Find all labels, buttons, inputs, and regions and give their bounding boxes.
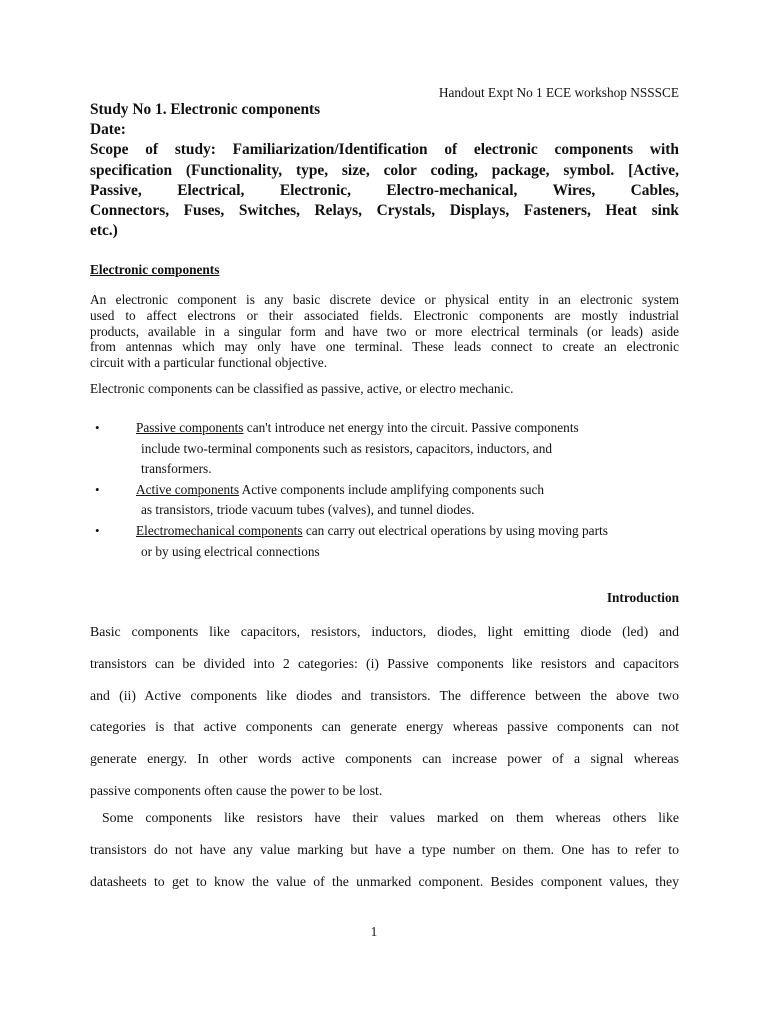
electromechanical-components-link[interactable]: Electromechanical components bbox=[136, 522, 303, 538]
list-item-text: Active components include amplifying components such bbox=[239, 481, 545, 497]
classification-paragraph: Electronic components can be classified as passive, active, or electro mechanic. bbox=[90, 381, 514, 396]
paragraph-line: transistors do not have any value marking but have a type number on them. One has to refer to bbox=[90, 841, 679, 857]
study-title: Study No 1. Electronic components bbox=[90, 101, 321, 118]
paragraph-line: products, available in a singular form and have two or more electrical terminals (or leads) aside bbox=[90, 323, 679, 339]
active-components-link[interactable]: Active components bbox=[136, 481, 240, 497]
list-item-continuation: transformers. bbox=[141, 461, 212, 477]
component-values-paragraph bbox=[90, 802, 679, 897]
list-item bbox=[90, 480, 679, 521]
bullet-icon: • bbox=[95, 481, 100, 497]
scope-line: Connectors, Fuses, Switches, Relays, Crystals, Displays, Fasteners, Heat sink bbox=[90, 202, 679, 220]
paragraph-line: used to affect electrons or their associated fields. Electronic components are mostly industrial bbox=[90, 307, 679, 323]
paragraph-line: circuit with a particular functional objective. bbox=[90, 355, 328, 371]
scope-line: Scope of study: Familiarization/Identification of electronic components with bbox=[90, 141, 679, 159]
passive-components-link[interactable]: Passive components bbox=[136, 420, 244, 435]
list-item bbox=[90, 418, 679, 480]
title-block bbox=[90, 100, 679, 241]
section-heading: Electronic components bbox=[90, 262, 220, 277]
list-item-text: can't introduce net energy into the circuit. Passive components bbox=[243, 420, 579, 435]
bullet-icon: • bbox=[95, 420, 100, 435]
paragraph-line: passive components often cause the power to be lost. bbox=[90, 782, 383, 798]
paragraph-line: Some components like resistors have their values marked on them whereas others like bbox=[90, 810, 679, 825]
paragraph-line: categories is that active components can generate energy whereas passive components can not bbox=[90, 719, 679, 735]
definition-paragraph bbox=[90, 292, 679, 371]
list-item bbox=[90, 521, 679, 562]
page-number: 1 bbox=[370, 924, 378, 939]
introduction-heading: Introduction bbox=[606, 590, 679, 605]
list-item-continuation: include two-terminal components such as resistors, capacitors, inductors, and bbox=[141, 440, 552, 456]
introduction-paragraph bbox=[90, 616, 679, 807]
list-item-text: can carry out electrical operations by using moving parts bbox=[302, 522, 608, 538]
paragraph-line: Basic components like capacitors, resistors, inductors, diodes, light emitting diode (led) and bbox=[90, 624, 679, 639]
bullet-icon: • bbox=[95, 522, 100, 538]
list-item-continuation: as transistors, triode vacuum tubes (valves), and tunnel diodes. bbox=[141, 502, 475, 518]
paragraph-line: and (ii) Active components like diodes and transistors. The difference between the above two bbox=[90, 687, 679, 703]
date-label: Date: bbox=[90, 121, 126, 139]
scope-line: Passive, Electrical, Electronic, Electro-mechanical, Wires, Cables, bbox=[90, 181, 679, 199]
paragraph-line: transistors can be divided into 2 categories: (i) Passive components like resistors and capacitors bbox=[90, 655, 679, 671]
scope-line: specification (Functionality, type, size, color coding, package, symbol. [Active, bbox=[90, 161, 679, 179]
list-item-continuation: or by using electrical connections bbox=[141, 543, 320, 559]
paragraph-line: from antennas which may only have one terminal. These leads connect to create an electronic bbox=[90, 339, 679, 355]
paragraph-line: generate energy. In other words active components can increase power of a signal whereas bbox=[90, 751, 679, 767]
paragraph-line: An electronic component is any basic discrete device or physical entity in an electronic system bbox=[90, 292, 679, 307]
handout-header: Handout Expt No 1 ECE workshop NSSSCE bbox=[438, 85, 679, 100]
paragraph-line: datasheets to get to know the value of the unmarked component. Besides component values, they bbox=[90, 873, 679, 889]
scope-line: etc.) bbox=[90, 222, 118, 240]
component-type-list bbox=[90, 418, 679, 562]
